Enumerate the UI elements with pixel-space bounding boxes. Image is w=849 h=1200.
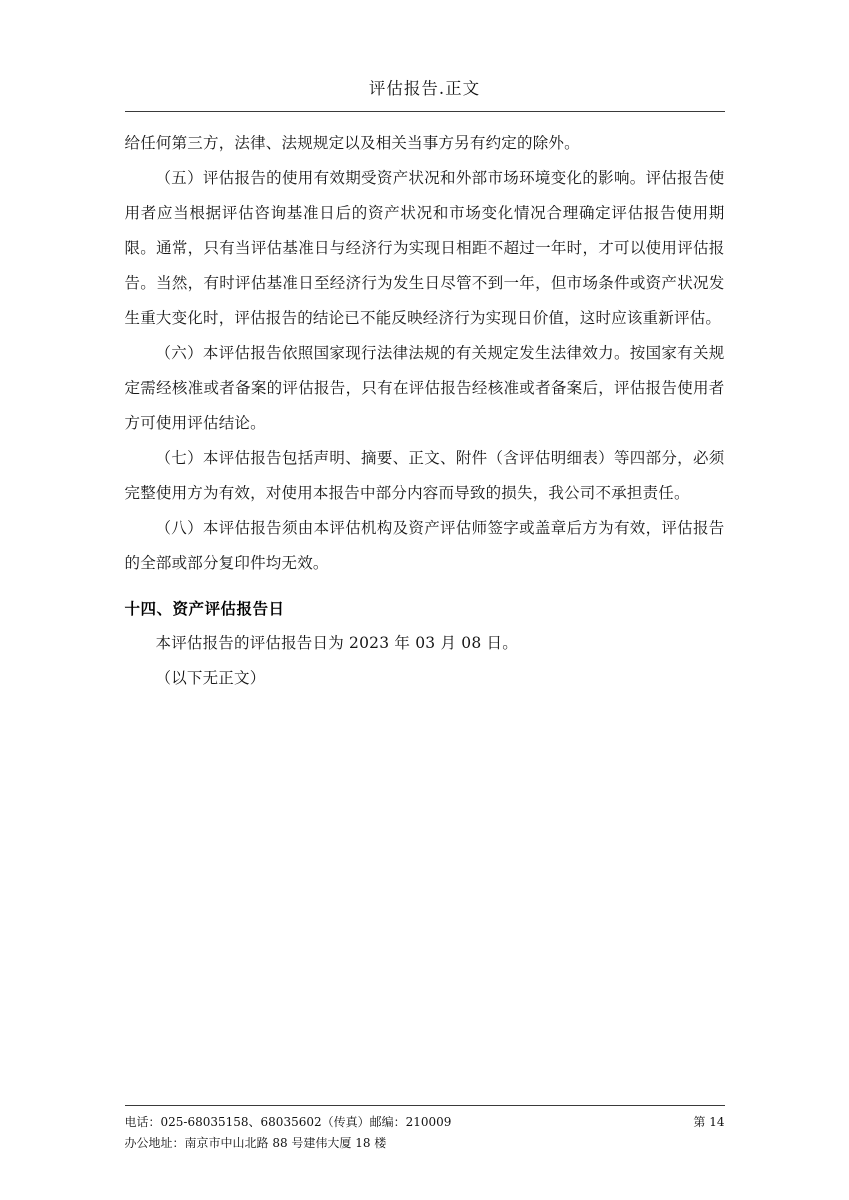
paragraph-item-seven: （七）本评估报告包括声明、摘要、正文、附件（含评估明细表）等四部分，必须完整使用方为有效，对使用本报告中部分内容而导致的损失，我公司不承担责任。	[124, 449, 725, 502]
section-heading-report-date: 十四、资产评估报告日	[124, 599, 285, 618]
page-title: 评估报告.正文	[368, 79, 481, 98]
paragraph-item-five: （五）评估报告的使用有效期受资产状况和外部市场环境变化的影响。评估报告使用者应当根据评估咨询基准日后的资产状况和市场变化情况合理确定评估报告使用期限。通常，只有当评估基准日与经济行为实现日相距不超过一年时，才可以使用评估报告。当然，有时评估基准日至经济行为发生日尽管不到一年，但市场条件或资产状况发生重大变化时，评估报告的结论已不能反映经济行为实现日价值，这时应该重新评估。	[124, 169, 725, 327]
page-footer	[125, 1105, 725, 1154]
paragraph-report-date: 本评估报告的评估报告日为 2023 年 03 月 08 日。	[155, 634, 518, 652]
document-body	[125, 112, 725, 696]
footer-address-line: 办公地址：南京市中山北路 88 号建伟大厦 18 楼	[124, 1136, 387, 1150]
footer-divider	[125, 1105, 725, 1106]
paragraph-item-eight: （八）本评估报告须由本评估机构及资产评估师签字或盖章后方为有效，评估报告的全部或部分复印件均无效。	[124, 519, 725, 572]
paragraph-continued: 给任何第三方，法律、法规规定以及相关当事方另有约定的除外。	[124, 134, 580, 152]
page-number: 第 14	[693, 1115, 725, 1129]
paragraph-no-text-below: （以下无正文）	[155, 669, 266, 687]
paragraph-item-six: （六）本评估报告依照国家现行法律法规的有关规定发生法律效力。按国家有关规定需经核准或者备案的评估报告，只有在评估报告经核准或者备案后，评估报告使用者方可使用评估结论。	[124, 344, 725, 432]
footer-phone-line: 电话：025-68035158、68035602（传真）邮编：210009	[124, 1115, 452, 1129]
footer-contact	[125, 1112, 452, 1154]
